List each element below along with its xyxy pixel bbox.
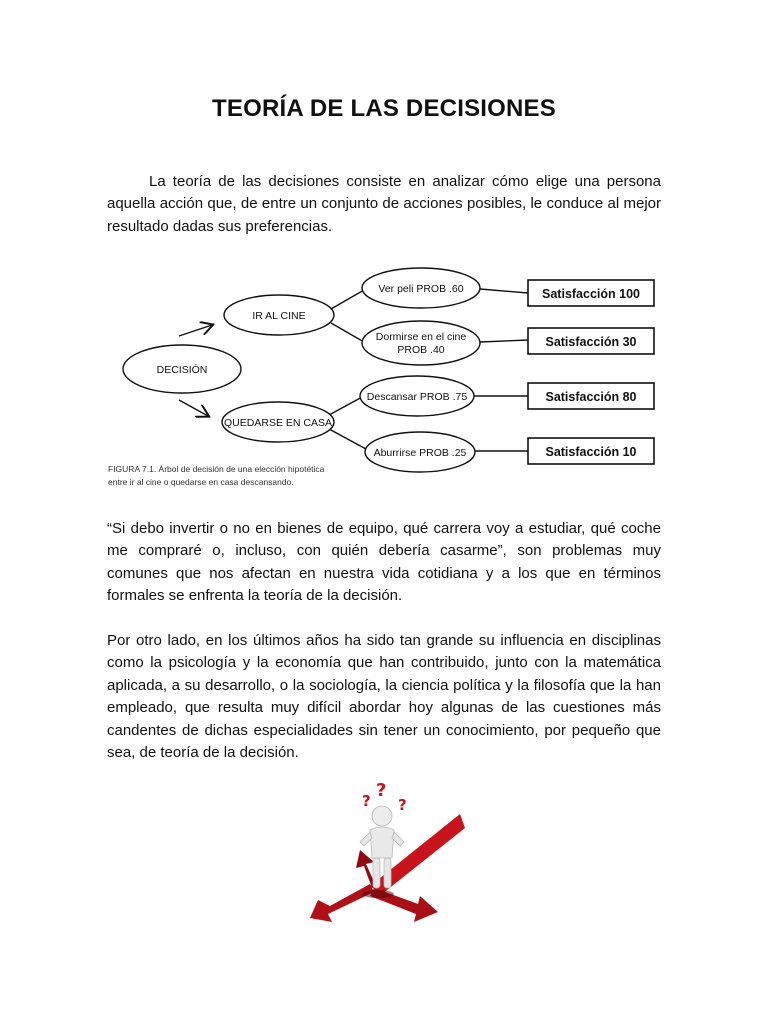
result-box-80	[528, 383, 654, 409]
figure-caption-line-2: entre ir al cine o quedarse en casa descansando.	[108, 477, 294, 487]
page-title: TEORÍA DE LAS DECISIONES	[212, 95, 556, 122]
node-decision	[123, 345, 241, 393]
outcome-descansar	[360, 376, 474, 416]
branch-cine-ver	[331, 290, 364, 309]
node-ir-al-cine	[224, 295, 334, 335]
arrow-to-cine	[179, 325, 212, 336]
node-decision-label: DECISIÓN	[156, 364, 208, 376]
outcome-ver-peli	[362, 268, 480, 308]
option-casa-label: QUEDARSE EN CASA	[224, 417, 332, 429]
outcome-dormirse-label-2: PROB .40	[397, 344, 445, 356]
outcome-aburrirse-label: Aburrirse PROB .25	[373, 447, 467, 459]
question-mark-left: ?	[362, 792, 371, 810]
node-quedarse-en-casa	[222, 402, 334, 442]
quote-paragraph: “Si debo invertir o no en bienes de equipo, qué carrera voy a estudiar, qué coche me compraré o, incluso, con quién debería casarme”, son problemas muy comunes que nos afectan en nuestra vida cotidiana y a los que en términos formales se enfrenta la teoría de la decisión.	[107, 520, 661, 605]
outcome-aburrirse	[365, 432, 475, 472]
result-80-label: Satisfacción 80	[545, 390, 637, 404]
result-100-label: Satisfacción 100	[542, 287, 640, 301]
intro-paragraph: La teoría de las decisiones consiste en analizar cómo elige una persona aquella acción que, de entre un conjunto de acciones posibles, le conduce al mejor resultado dadas sus preferencias.	[107, 173, 661, 235]
decision-tree-figure	[104, 250, 666, 498]
outcome-dormirse-label-1: Dormirse en el cine	[375, 331, 467, 343]
outcome-ver-peli-label: Ver peli PROB .60	[378, 283, 464, 295]
branch-casa-aburrirse	[329, 429, 366, 449]
influence-paragraph: Por otro lado, en los últimos años ha sido tan grande su influencia en disciplinas como la psicología y la economía que han contribuido, junto con la matemática aplicada, a su desarrollo, o la sociología, la ciencia política y la filosofía que la han empleado, que resulta muy difícil abordar hoy algunas de las cuestiones más candentes de dichas especialidades sin tener un conocimiento, por pequeño que sea, de teoría de la decisión.	[107, 632, 661, 762]
link-ver-result	[480, 289, 528, 293]
crossroads-illustration	[300, 776, 468, 926]
result-10-label: Satisfacción 10	[545, 445, 637, 459]
outcome-dormirse	[362, 321, 480, 365]
outcome-descansar-label: Descansar PROB .75	[366, 391, 468, 403]
branch-cine-dormir	[331, 323, 364, 342]
question-mark-right: ?	[398, 796, 407, 814]
link-dormir-result	[480, 340, 528, 342]
question-mark-center: ?	[376, 780, 387, 801]
arrow-left-down	[310, 884, 374, 922]
result-box-100	[528, 280, 654, 306]
result-box-10	[528, 438, 654, 464]
result-box-30	[528, 328, 654, 354]
figure-caption-line-1: FIGURA 7.1. Árbol de decisión de una elección hipotética	[108, 464, 325, 474]
branch-casa-descansar	[329, 396, 364, 415]
arrow-to-casa	[179, 400, 208, 416]
option-cine-label: IR AL CINE	[252, 310, 306, 322]
result-30-label: Satisfacción 30	[545, 335, 637, 349]
